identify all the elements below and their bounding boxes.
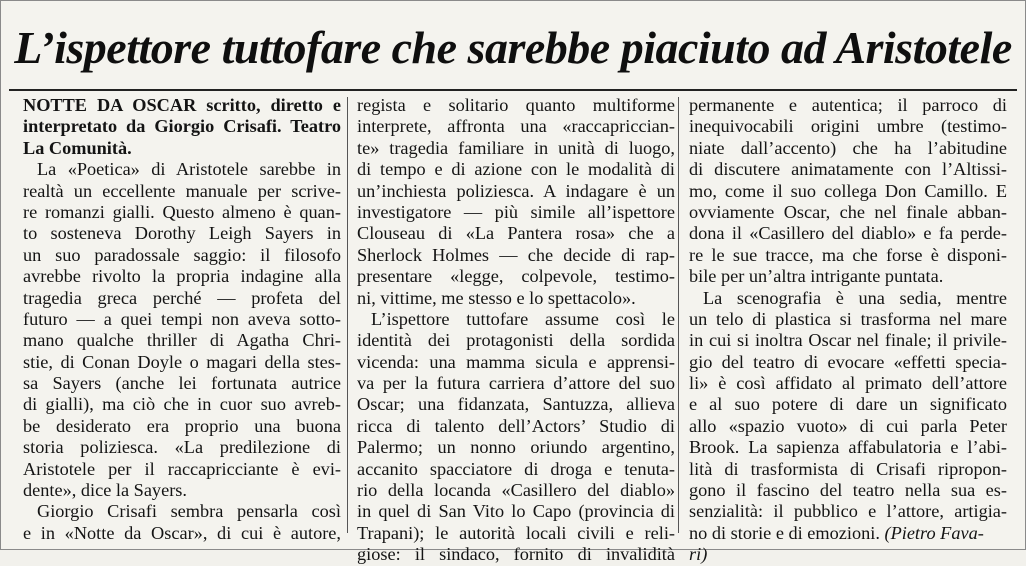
text-line xyxy=(689,181,1007,202)
text-line xyxy=(357,181,675,202)
line-text: niate dall’accento) che ha l’abitudine xyxy=(689,137,1007,158)
line-text: no di storie e di emozioni. xyxy=(689,522,880,543)
headline-rule xyxy=(9,89,1017,91)
text-line xyxy=(357,373,675,394)
line-text: re le sue tracce, ma che forse è disponi- xyxy=(689,244,1007,265)
line-text: tragedia greca perché — profeta del xyxy=(23,287,341,308)
line-text: Aristotele per il raccapricciante è evi- xyxy=(23,458,341,479)
line-text: li» è così affidato al primato dell’attore xyxy=(689,373,1007,394)
line-text: mano qualche thriller di Agatha Chri- xyxy=(23,330,341,351)
text-line xyxy=(689,202,1007,223)
text-line xyxy=(357,138,675,159)
text-line xyxy=(357,480,675,501)
author-signature: (Pietro Fava- xyxy=(884,522,984,543)
line-text: Sherlock Holmes — che decide di rap- xyxy=(357,244,675,265)
line-text: futuro — a quei tempi non aveva sotto- xyxy=(23,308,341,329)
text-line xyxy=(689,501,1007,522)
line-text: di tempo e di azione con le modalità di xyxy=(357,159,675,180)
line-text: gio del teatro di evocare «effetti specia- xyxy=(689,351,1007,372)
line-text: ni, vittime, me stesso e lo spettacolo». xyxy=(357,287,636,308)
text-line xyxy=(689,116,1007,137)
line-text: realtà un eccellente manuale per scrive- xyxy=(23,180,341,201)
text-line xyxy=(23,159,341,180)
article-column-3 xyxy=(689,95,1007,565)
line-text: stie, di Conan Doyle o magari della stes- xyxy=(23,351,341,372)
line-text: ricca di talento dell’Actors’ Studio di xyxy=(357,415,675,436)
text-line xyxy=(357,159,675,180)
text-line xyxy=(689,288,1007,309)
line-text: re romanzi gialli. Questo almeno è quan- xyxy=(23,201,341,222)
text-line xyxy=(23,394,341,415)
text-line xyxy=(357,95,675,116)
text-line xyxy=(689,138,1007,159)
line-text: vicenda: una mamma sicula e apprensi- xyxy=(357,351,675,372)
author-signature: ri) xyxy=(689,544,708,565)
line-text: La Comunità. xyxy=(23,137,132,158)
line-text: inequivocabili origini umbre (testimo- xyxy=(689,116,1007,137)
text-line xyxy=(689,266,1007,287)
line-text: Clouseau di «La Pantera rosa» che a xyxy=(357,223,675,244)
line-text: lità di trasformista di Crisafi ripropon- xyxy=(689,458,1007,479)
line-text: gono il fascino del teatro nella sua es- xyxy=(689,480,1007,501)
line-text: NOTTE DA OSCAR scritto, diretto e xyxy=(23,95,341,115)
text-line xyxy=(23,95,341,116)
text-line xyxy=(23,116,341,137)
line-text: sa Sayers (anche lei fortunata autrice xyxy=(23,373,341,394)
line-text: un suo paradossale saggio: il filosofo xyxy=(23,244,341,265)
text-line xyxy=(689,480,1007,501)
line-text: va per la futura carriera d’attore del suo xyxy=(357,373,675,394)
line-text: bile per un’altra intrigante puntata. xyxy=(689,266,944,287)
text-line xyxy=(689,330,1007,351)
text-line xyxy=(689,544,1007,565)
line-text: dona il «Casillero del diablo» e fa perde- xyxy=(689,223,1007,244)
line-text: Brook. La sapienza affabulatoria e l’abi- xyxy=(689,437,1007,458)
text-line xyxy=(23,523,341,544)
text-line xyxy=(689,437,1007,458)
text-line xyxy=(23,202,341,223)
headline: L’ispettore tuttofare che sarebbe piaciuto ad Aristotele xyxy=(14,21,1012,73)
line-text: accanito spacciatore di droga e tenuta- xyxy=(357,458,675,479)
text-line xyxy=(689,416,1007,437)
text-line xyxy=(357,416,675,437)
line-text: interpretato da Giorgio Crisafi. Teatro xyxy=(23,116,341,137)
line-text: Oscar; una fidanzata, Santuzza, allieva xyxy=(357,394,675,415)
text-line xyxy=(357,394,675,415)
text-line xyxy=(357,288,675,309)
text-line xyxy=(357,330,675,351)
text-line xyxy=(23,459,341,480)
text-line xyxy=(357,245,675,266)
line-text: investigatore — più simile all’ispettore xyxy=(357,201,675,222)
line-text: allo «spazio vuoto» di cui parla Peter xyxy=(689,415,1007,436)
line-text: dente», dice la Sayers. xyxy=(23,480,187,501)
text-line xyxy=(689,159,1007,180)
article-column-2 xyxy=(357,95,675,565)
line-text: L’ispettore tuttofare assume così le xyxy=(371,308,675,329)
line-text: Palermo; un nonno oriundo argentino, xyxy=(357,437,675,458)
line-text: un telo di plastica si trasforma nel mare xyxy=(689,308,1007,329)
line-text: senzialità: il pubblico e l’attore, artigia- xyxy=(689,501,1007,522)
text-line xyxy=(357,202,675,223)
text-line xyxy=(23,480,341,501)
text-line xyxy=(357,501,675,522)
line-text: regista e solitario quanto multiforme xyxy=(357,95,675,115)
text-line xyxy=(357,523,675,544)
line-text: e in «Notte da Oscar», di cui è autore, xyxy=(23,522,341,543)
text-line xyxy=(23,138,341,159)
text-line xyxy=(689,309,1007,330)
text-line xyxy=(357,437,675,458)
text-line xyxy=(689,459,1007,480)
text-line xyxy=(23,501,341,522)
text-line xyxy=(23,416,341,437)
line-text: storia poliziesca. «La predilezione di xyxy=(23,437,341,458)
text-line xyxy=(357,266,675,287)
line-text: permanente e autentica; il parroco di xyxy=(689,95,1007,115)
line-text: Trapani); le autorità locali civili e reli- xyxy=(357,522,675,543)
text-line xyxy=(23,352,341,373)
line-text: interprete, affronta una «raccapriccian- xyxy=(357,116,675,137)
line-text: presentare «legge, colpevole, testimo- xyxy=(357,266,675,287)
text-line xyxy=(689,95,1007,116)
article-column-1 xyxy=(23,95,341,543)
text-line xyxy=(357,459,675,480)
line-text: to sosteneva Dorothy Leigh Sayers in xyxy=(23,223,341,244)
line-text: un’inchiesta poliziesca. A indagare è un xyxy=(357,180,675,201)
line-text: giose: il sindaco, fornito di invalidità xyxy=(357,544,675,565)
text-line xyxy=(357,544,675,565)
text-line xyxy=(23,373,341,394)
text-line xyxy=(357,116,675,137)
text-line xyxy=(689,523,1007,544)
text-line xyxy=(23,245,341,266)
text-line xyxy=(689,352,1007,373)
text-line xyxy=(689,245,1007,266)
text-line xyxy=(23,266,341,287)
line-text: in cui si inoltra Oscar nel finale; il privile- xyxy=(689,330,1007,351)
line-text: mo, come il suo collega Don Camillo. E xyxy=(689,180,1007,201)
line-text: La «Poetica» di Aristotele sarebbe in xyxy=(37,159,341,180)
column-divider xyxy=(347,97,348,533)
text-line xyxy=(689,223,1007,244)
line-text: identità dei protagonisti della sordida xyxy=(357,330,675,351)
text-line xyxy=(23,223,341,244)
text-line xyxy=(357,309,675,330)
text-line xyxy=(689,394,1007,415)
text-line xyxy=(23,181,341,202)
line-text: e al suo potere di dare un significato xyxy=(689,394,1007,415)
column-divider xyxy=(678,97,679,533)
text-line xyxy=(23,288,341,309)
text-line xyxy=(23,309,341,330)
text-line xyxy=(689,373,1007,394)
text-line xyxy=(357,352,675,373)
line-text: di gialli), ma ciò che in cuor suo avreb- xyxy=(23,394,341,415)
line-text: be desiderato era proprio una buona xyxy=(23,415,341,436)
line-text: in quel di San Vito lo Capo (provincia di xyxy=(357,501,675,522)
line-text: La scenografia è una sedia, mentre xyxy=(703,287,1007,308)
line-text: Giorgio Crisafi sembra pensarla così xyxy=(37,501,341,522)
text-line xyxy=(357,223,675,244)
text-line xyxy=(23,437,341,458)
text-line xyxy=(23,330,341,351)
line-text: ovviamente Oscar, che nel finale abban- xyxy=(689,201,1007,222)
line-text: rio della locanda «Casillero del diablo» xyxy=(357,480,675,501)
line-text: te» tragedia familiare in unità di luogo, xyxy=(357,137,675,158)
line-text: avrebbe rivolto la propria indagine alla xyxy=(23,266,341,287)
line-text: di discutere animatamente con l’Altissi- xyxy=(689,159,1007,180)
